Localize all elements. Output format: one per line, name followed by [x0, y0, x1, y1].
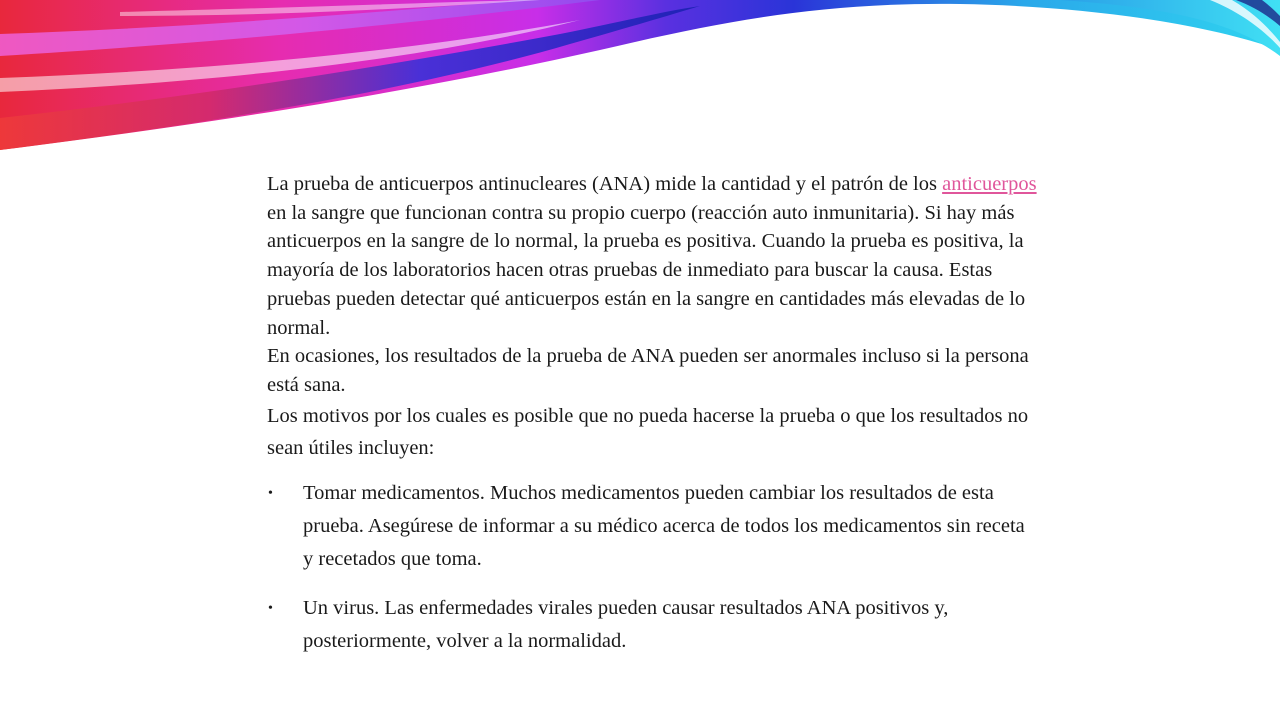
bullet-icon: • [268, 600, 273, 616]
paragraph-abnormal-results: En ocasiones, los resultados de la prueba de ANA pueden ser anormales incluso si la persona está sana. [267, 345, 1029, 396]
list-item [267, 592, 1037, 658]
slide-body [267, 170, 1037, 674]
anticuerpos-link[interactable]: anticuerpos [942, 173, 1037, 195]
paragraph-reasons-intro: Los motivos por los cuales es posible que no pueda hacerse la prueba o que los resultados no sean útiles incluyen: [267, 404, 1029, 459]
paragraph-1-text-end: en la sangre que funcionan contra su propio cuerpo (reacción auto inmunitaria). Si hay más anticuerpos en la sangre de lo normal, la prueba es positiva. Cuando la prueba es positiva, la mayoría de los laboratorios hacen otras pruebas de inmediato para buscar la causa. Estas pruebas pueden detectar qué anticuerpos están en la sangre en cantidades más elevadas de lo normal. [267, 201, 1026, 339]
decorative-wave-banner [0, 0, 1280, 160]
list-item-text: Tomar medicamentos. Muchos medicamentos pueden cambiar los resultados de esta prueba. Asegúrese de informar a su médico acerca de todos los medicamentos sin receta y recetados que toma. [303, 481, 1025, 570]
list-item-text: Un virus. Las enfermedades virales pueden causar resultados ANA positivos y, posteriormente, volver a la normalidad. [303, 596, 949, 652]
bullet-icon: • [268, 485, 273, 501]
paragraph-1-text-start: La prueba de anticuerpos antinucleares (ANA) mide la cantidad y el patrón de los [267, 173, 943, 195]
paragraph-ana-definition [267, 170, 1037, 342]
list-item [267, 477, 1037, 576]
reasons-list [267, 477, 1037, 658]
